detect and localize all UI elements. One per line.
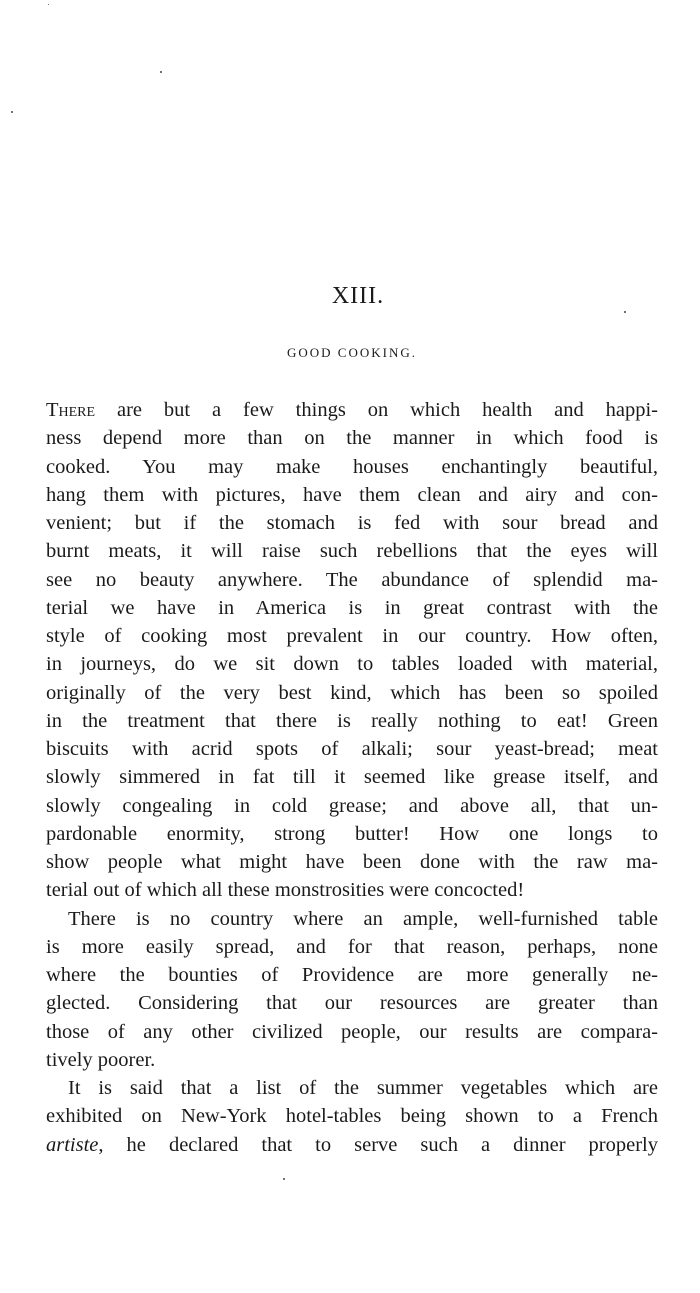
text-line: ness depend more than on the manner in which food is bbox=[46, 427, 658, 450]
text-line: is more easily spread, and for that reason, perhaps, none bbox=[46, 935, 658, 958]
text-line: biscuits with acrid spots of alkali; sour yeast-bread; meat bbox=[46, 738, 658, 760]
text-line: terial out of which all these monstrosities were concocted! bbox=[46, 879, 525, 902]
text-line: There is no country where an ample, well-furnished table bbox=[68, 907, 658, 930]
text-line: those of any other civilized people, our results are compara- bbox=[46, 1020, 658, 1043]
italic-word: artiste bbox=[46, 1133, 99, 1156]
paper-speck bbox=[11, 111, 13, 113]
text-line: slowly simmered in fat till it seemed like grease itself, and bbox=[46, 766, 658, 789]
paper-speck bbox=[283, 1178, 285, 1180]
text-line: glected. Considering that our resources are greater than bbox=[46, 992, 658, 1015]
text-line: There are but a few things on which health and happi- bbox=[46, 399, 658, 421]
text-line: style of cooking most prevalent in our country. How often, bbox=[46, 625, 658, 647]
chapter-number: XIII. bbox=[331, 283, 385, 309]
text-line: hang them with pictures, have them clean and airy and con- bbox=[46, 483, 658, 506]
drop-word: There bbox=[46, 399, 96, 421]
text-line: cooked. You may make houses enchantingly beautiful, bbox=[46, 455, 658, 478]
text-line: where the bounties of Providence are more generally ne- bbox=[46, 964, 658, 986]
paper-speck bbox=[624, 311, 626, 313]
text-line: artiste, he declared that to serve such a dinner properly bbox=[46, 1133, 658, 1156]
text-line: pardonable enormity, strong butter! How one longs to bbox=[46, 822, 658, 845]
body-text bbox=[46, 396, 658, 1159]
text-line: in the treatment that there is really nothing to eat! Green bbox=[46, 709, 658, 732]
text-line: show people what might have been done with the raw ma- bbox=[46, 851, 658, 873]
text-line: originally of the very best kind, which has been so spoiled bbox=[46, 681, 658, 704]
text-line: see no beauty anywhere. The abundance of splendid ma- bbox=[46, 568, 658, 591]
text-line: in journeys, do we sit down to tables loaded with material, bbox=[46, 653, 658, 676]
text-line: terial we have in America is in great contrast with the bbox=[46, 596, 658, 619]
text-line: tively poorer. bbox=[46, 1048, 156, 1071]
paper-speck bbox=[160, 71, 162, 73]
text-line: burnt meats, it will raise such rebellions that the eyes will bbox=[46, 540, 658, 563]
chapter-title: GOOD COOKING. bbox=[287, 345, 417, 360]
text-line: slowly congealing in cold grease; and above all, that un- bbox=[46, 794, 658, 817]
text-line: It is said that a list of the summer vegetables which are bbox=[68, 1077, 658, 1099]
text-line: venient; but if the stomach is fed with sour bread and bbox=[46, 512, 658, 534]
paper-speck bbox=[48, 4, 49, 5]
text-line: exhibited on New-York hotel-tables being shown to a French bbox=[46, 1105, 658, 1128]
